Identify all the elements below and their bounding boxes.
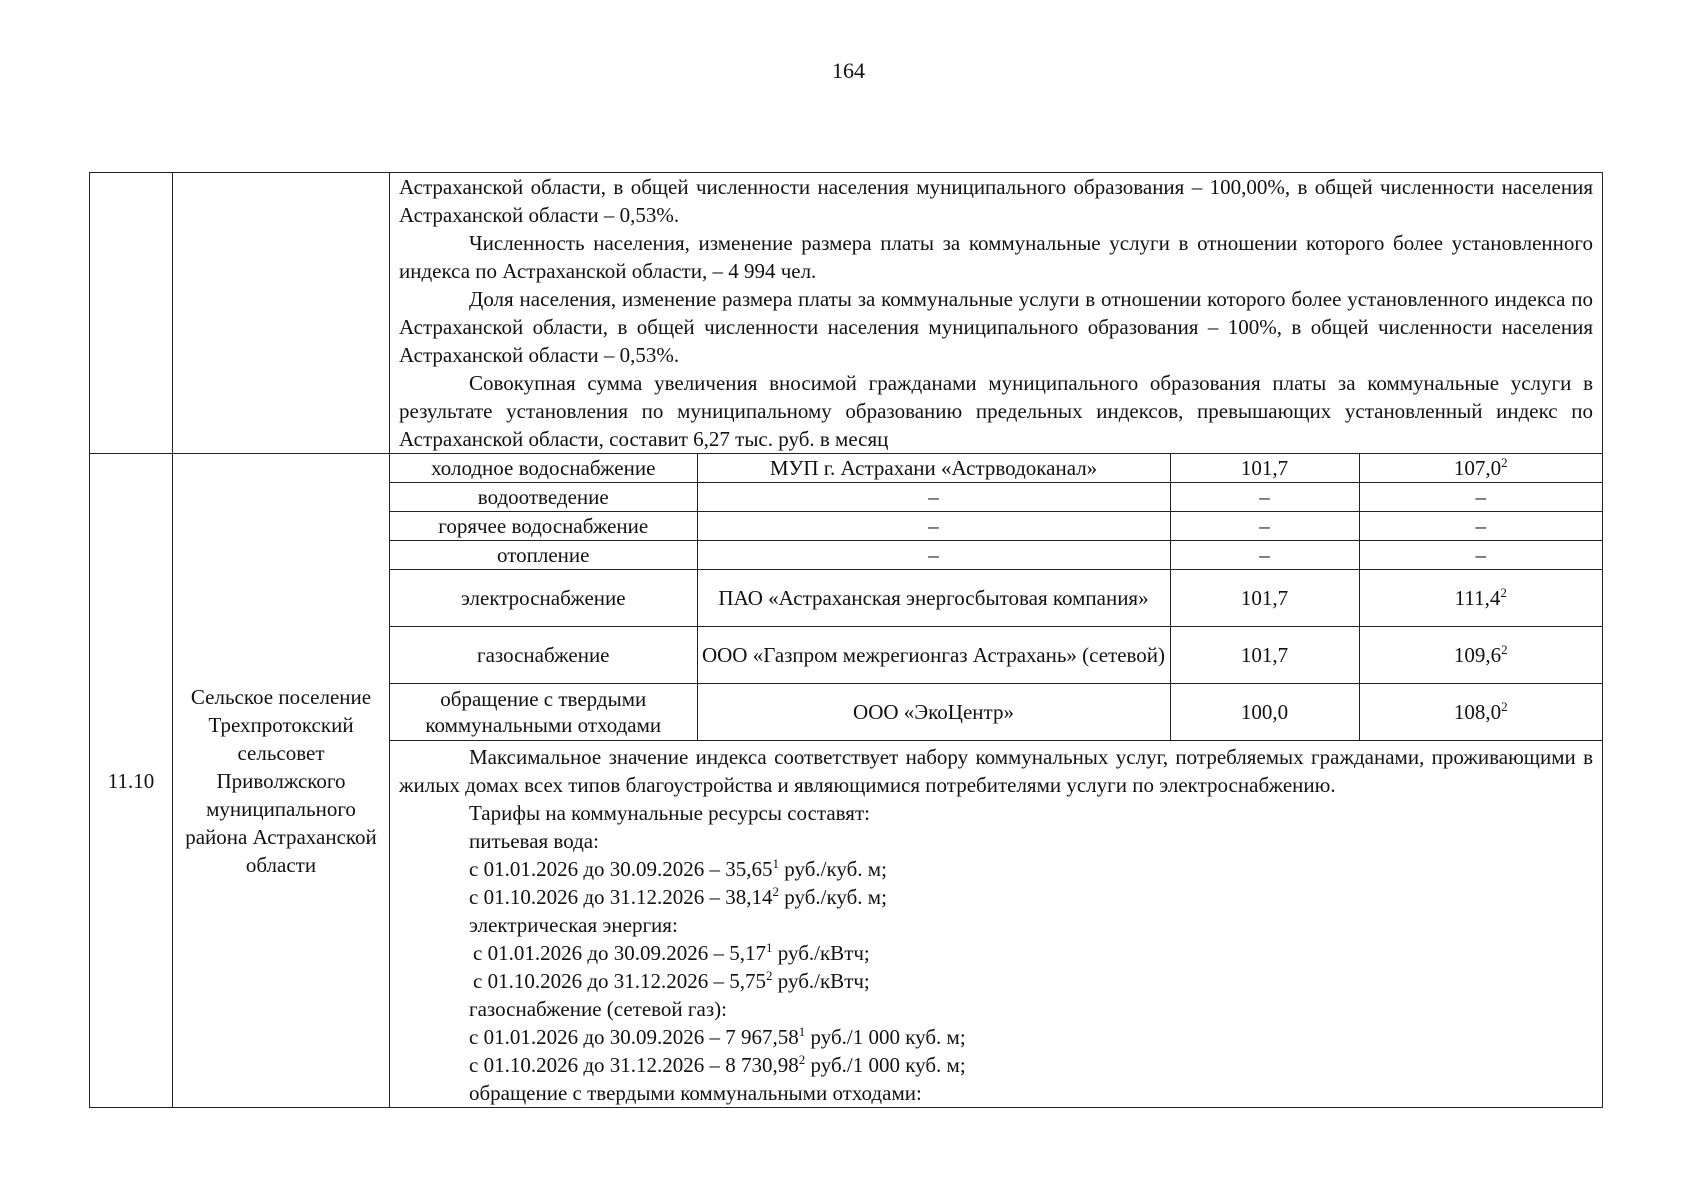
paragraph: Доля населения, изменение размера платы за коммунальные услуги в отношении которого более установленного индекса по Астраханской области, в общей численности населения муниципального образования – 100%, в общей численности населения Астраханской области – 0,53%. xyxy=(399,287,1593,367)
table-row xyxy=(390,454,1602,483)
index-max: – xyxy=(1359,512,1602,541)
waste-label: обращение с твердыми коммунальными отходами: xyxy=(469,1081,922,1105)
index-max: 108,0$^2$ xyxy=(1359,684,1602,741)
main-table xyxy=(89,172,1603,1108)
service-name: обращение с твердыми коммунальными отходами xyxy=(390,684,697,741)
table-row xyxy=(390,684,1602,741)
entry-details-cell xyxy=(390,454,1603,1108)
tariff-line: с 01.01.2026 до 30.09.2026 – 7 967,58$^1$ руб./1 000 куб. м; xyxy=(469,1024,966,1049)
tariffs-intro: Тарифы на коммунальные ресурсы составят: xyxy=(469,801,870,825)
tariff-line: с 01.01.2026 до 30.09.2026 – 5,17$^1$ руб./кВтч; xyxy=(473,940,870,965)
max-index-note: Максимальное значение индекса соответствует набору коммунальных услуг, потребляемых гражданами, проживающими в жилых домах всех типов благоустройства и являющимися потребителями услуги по электроснабжению. xyxy=(399,745,1593,797)
service-provider: – xyxy=(697,512,1170,541)
service-name: отопление xyxy=(390,541,697,570)
index-max: 109,6$^2$ xyxy=(1359,627,1602,684)
index-base: 100,0 xyxy=(1170,684,1359,741)
table-row xyxy=(390,627,1602,684)
continuation-name-cell xyxy=(173,173,390,454)
index-base: – xyxy=(1170,512,1359,541)
index-base: – xyxy=(1170,541,1359,570)
service-name: горячее водоснабжение xyxy=(390,512,697,541)
index-base: 101,7 xyxy=(1170,627,1359,684)
service-provider: ООО «Газпром межрегионгаз Астрахань» (сетевой) xyxy=(697,627,1170,684)
service-provider: МУП г. Астрахани «Астрводоканал» xyxy=(697,454,1170,483)
table-row xyxy=(390,570,1602,627)
service-name: холодное водоснабжение xyxy=(390,454,697,483)
tariff-line: с 01.10.2026 до 31.12.2026 – 38,14$^2$ руб./куб. м; xyxy=(469,884,887,909)
service-name: газоснабжение xyxy=(390,627,697,684)
service-name: водоотведение xyxy=(390,483,697,512)
table-row xyxy=(390,541,1602,570)
index-max: – xyxy=(1359,541,1602,570)
tariff-block xyxy=(390,741,1602,1107)
paragraph: Совокупная сумма увеличения вносимой гражданами муниципального образования платы за коммунальные услуги в результате установления по муниципальному образованию предельных индексов, превышающих установленный индекс по Астраханской области, составит 6,27 тыс. руб. в месяц xyxy=(399,371,1593,451)
tariff-line: с 01.01.2026 до 30.09.2026 – 35,65$^1$ руб./куб. м; xyxy=(469,856,887,881)
page-number: 164 xyxy=(832,58,865,83)
table-row xyxy=(390,483,1602,512)
paragraph: Астраханской области, в общей численности населения муниципального образования – 100,00%, в общей численности населения Астраханской области – 0,53%. xyxy=(399,175,1593,227)
services-table xyxy=(390,454,1602,741)
tariff-line: с 01.10.2026 до 31.12.2026 – 8 730,98$^2$ руб./1 000 куб. м; xyxy=(469,1052,966,1077)
service-provider: ООО «ЭкоЦентр» xyxy=(697,684,1170,741)
drinking-water-label: питьевая вода: xyxy=(469,829,599,853)
entry-number: 11.10 xyxy=(90,454,173,1108)
continuation-num-cell xyxy=(90,173,173,454)
index-max: 107,0$^2$ xyxy=(1359,454,1602,483)
entry-name: Сельское поселение Трехпротокский сельсовет Приволжского муниципального района Астраханской области xyxy=(173,454,390,1108)
index-base: 101,7 xyxy=(1170,570,1359,627)
tariff-line: с 01.10.2026 до 31.12.2026 – 5,75$^2$ руб./кВтч; xyxy=(473,968,870,993)
index-base: – xyxy=(1170,483,1359,512)
electricity-label: электрическая энергия: xyxy=(469,913,678,937)
gas-label: газоснабжение (сетевой газ): xyxy=(469,997,727,1021)
continuation-row xyxy=(90,173,1603,454)
entry-row xyxy=(90,454,1603,1108)
service-name: электроснабжение xyxy=(390,570,697,627)
index-max: – xyxy=(1359,483,1602,512)
index-base: 101,7 xyxy=(1170,454,1359,483)
index-max: 111,4$^2$ xyxy=(1359,570,1602,627)
table-row xyxy=(390,512,1602,541)
service-provider: ПАО «Астраханская энергосбытовая компания» xyxy=(697,570,1170,627)
paragraph: Численность населения, изменение размера платы за коммунальные услуги в отношении которого более установленного индекса по Астраханской области, – 4 994 чел. xyxy=(399,231,1593,283)
continuation-text-cell xyxy=(390,173,1603,454)
service-provider: – xyxy=(697,541,1170,570)
service-provider: – xyxy=(697,483,1170,512)
